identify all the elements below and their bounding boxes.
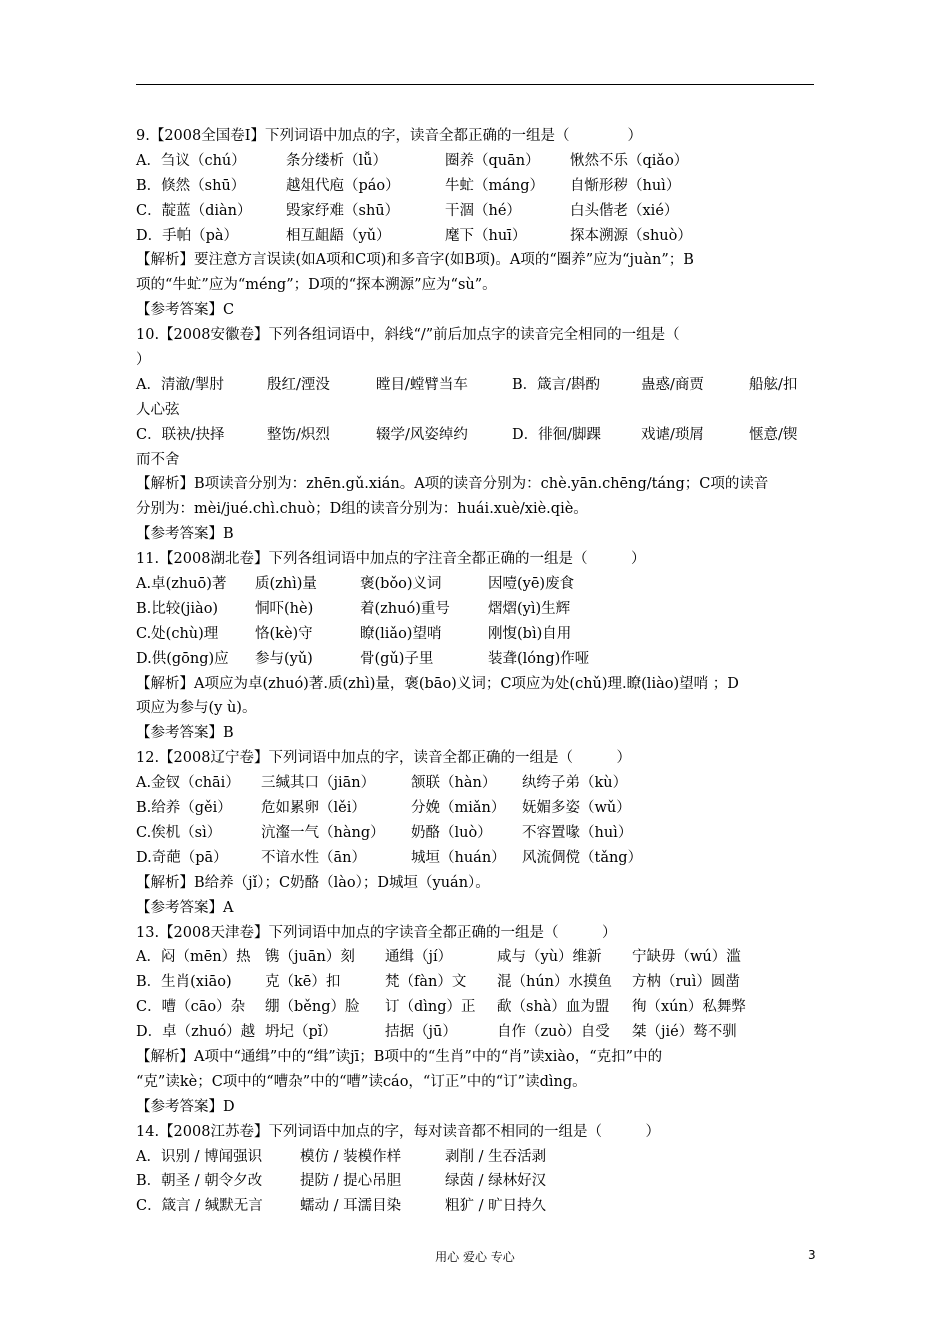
text-segment: 蛊惑/商贾 bbox=[641, 376, 704, 393]
text-line bbox=[136, 746, 816, 771]
text-segment: A．清澈/掣肘 bbox=[136, 376, 224, 393]
text-segment: 城垣（huán） bbox=[411, 849, 506, 866]
text-segment: 坍圮（pǐ） bbox=[265, 1024, 337, 1041]
text-segment: 提防 / 提心吊胆 bbox=[300, 1173, 402, 1190]
text-segment: A．闷（mēn）热 bbox=[136, 949, 251, 966]
text-segment: 质(zhì)量 bbox=[255, 576, 317, 593]
text-segment: 桀（jié）骜不驯 bbox=[632, 1024, 737, 1041]
text-segment: 恪(kè)守 bbox=[255, 625, 313, 642]
text-segment: B．朝圣 / 朝令夕改 bbox=[136, 1173, 263, 1190]
text-segment: 越俎代庖（páo） bbox=[286, 177, 400, 194]
text-segment: 毁家纾难（shū） bbox=[286, 202, 400, 219]
text-line bbox=[136, 124, 816, 149]
text-line bbox=[136, 472, 816, 497]
text-segment: 混（hún）水摸鱼 bbox=[497, 974, 613, 991]
text-line bbox=[136, 846, 816, 871]
text-line bbox=[136, 1070, 816, 1095]
text-segment: 相互龃龉（yǔ） bbox=[286, 227, 391, 244]
text-segment: B.比较(jiào) bbox=[136, 600, 219, 617]
text-line bbox=[136, 622, 816, 647]
text-segment: ） bbox=[136, 352, 151, 369]
text-segment: 麾下（huī） bbox=[445, 227, 527, 244]
text-segment: 9.【2008全国卷Ⅰ】下列词语中加点的字，读音全都正确的一组是（ ） bbox=[136, 128, 642, 144]
text-segment: 分娩（miǎn） bbox=[411, 800, 506, 817]
text-segment: 蠕动 / 耳濡目染 bbox=[300, 1198, 402, 1215]
text-segment: 歃（shà）血为盟 bbox=[497, 999, 610, 1016]
text-line bbox=[136, 771, 816, 796]
text-segment: 殷红/湮没 bbox=[267, 376, 330, 393]
text-segment: D.奇葩（pā） bbox=[136, 849, 228, 866]
page-footer: 用心 爱心 专心 bbox=[435, 1250, 515, 1264]
text-line bbox=[136, 1020, 816, 1045]
text-segment: 11.【2008湖北卷】下列各组词语中加点的字注音全都正确的一组是（ ） bbox=[136, 551, 646, 568]
text-segment: 绷（běng）脸 bbox=[265, 999, 360, 1016]
text-segment: 船舷/扣 bbox=[749, 376, 798, 393]
text-segment: 骨(gǔ)子里 bbox=[360, 650, 434, 667]
page-number: 3 bbox=[808, 1248, 816, 1262]
text-segment: 装聋(lóng)作哑 bbox=[488, 650, 590, 667]
text-line bbox=[136, 398, 816, 423]
text-segment: 条分缕析（lǚ） bbox=[286, 152, 387, 169]
text-segment: 奶酪（luò） bbox=[411, 824, 492, 841]
text-segment: 【解析】A项应为卓(zhuó)著.质(zhì)量，褒(bāo)义词；C项应为处(chǔ)理.瞭(liào)望哨 ；D bbox=[136, 675, 739, 692]
text-line bbox=[136, 970, 816, 995]
text-segment: 12.【2008辽宁卷】下列词语中加点的字，读音全都正确的一组是（ ） bbox=[136, 750, 631, 767]
text-line bbox=[136, 273, 816, 298]
text-segment: 克（kē）扣 bbox=[265, 974, 341, 991]
text-segment: C．嘈（cāo）杂 bbox=[136, 999, 246, 1016]
text-segment: B．箴言/斟酌 bbox=[512, 376, 601, 393]
text-segment: 通缉（jí） bbox=[385, 949, 453, 966]
text-line bbox=[136, 871, 816, 896]
text-segment: 妩媚多姿（wǔ） bbox=[522, 800, 631, 817]
text-segment: 惬意/锲 bbox=[749, 426, 798, 443]
text-segment: A．识别 / 博闻强识 bbox=[136, 1148, 263, 1165]
text-segment: 沆瀣一气（hàng） bbox=[261, 824, 385, 841]
text-line bbox=[136, 647, 816, 672]
text-segment: 参与(yǔ) bbox=[255, 650, 313, 667]
text-line bbox=[136, 1045, 816, 1070]
header-rule bbox=[136, 84, 814, 85]
text-line bbox=[136, 945, 816, 970]
text-segment: D．手帕（pà） bbox=[136, 227, 239, 244]
text-line bbox=[136, 597, 816, 622]
text-line bbox=[136, 224, 816, 249]
text-line bbox=[136, 448, 816, 473]
text-line bbox=[136, 995, 816, 1020]
text-segment: 自惭形秽（huì） bbox=[570, 177, 681, 194]
text-line bbox=[136, 423, 816, 448]
text-segment: D．徘徊/脚踝 bbox=[512, 426, 602, 443]
text-segment: B.给养（gěi） bbox=[136, 800, 232, 817]
text-line bbox=[136, 547, 816, 572]
text-line bbox=[136, 323, 816, 348]
text-segment: 宁缺毋（wú）滥 bbox=[632, 949, 741, 966]
text-segment: B．倏然（shū） bbox=[136, 177, 246, 194]
text-line bbox=[136, 1095, 816, 1120]
text-segment: 分别为：mèi/jué.chì.chuò；D组的读音分别为：huái.xuè/xiè.qiè。 bbox=[136, 501, 588, 518]
text-segment: 干涸（hé） bbox=[445, 202, 521, 219]
text-segment: 纨绔子弟（kù） bbox=[522, 775, 628, 792]
text-segment: 【解析】B项读音分别为：zhēn.gǔ.xián。A项的读音分别为：chè.yān.chēng/táng；C项的读音 bbox=[136, 476, 769, 493]
text-line bbox=[136, 1120, 816, 1145]
text-segment: B．生肖(xiāo) bbox=[136, 974, 232, 991]
text-segment: 人心弦 bbox=[136, 401, 180, 418]
text-segment: 【参考答案】A bbox=[136, 899, 234, 916]
text-segment: A．刍议（chú） bbox=[136, 152, 246, 169]
text-segment: 【解析】A项中“通缉”中的“缉”读jī；B项中的“生肖”中的“肖”读xiào，“克扣”中的 bbox=[136, 1048, 663, 1065]
text-segment: 整饬/炽烈 bbox=[267, 426, 330, 443]
text-segment: 粗犷 / 旷日持久 bbox=[445, 1198, 547, 1215]
text-line bbox=[136, 149, 816, 174]
document-body bbox=[136, 124, 816, 1219]
text-line bbox=[136, 696, 816, 721]
text-segment: 不谙水性（ān） bbox=[261, 849, 366, 866]
text-segment: 而不舍 bbox=[136, 451, 180, 468]
text-segment: 14.【2008江苏卷】下列词语中加点的字，每对读音都不相同的一组是（ ） bbox=[136, 1123, 660, 1140]
text-segment: C.俟机（sì） bbox=[136, 824, 222, 841]
text-line bbox=[136, 572, 816, 597]
text-segment: 【参考答案】D bbox=[136, 1098, 235, 1115]
text-line bbox=[136, 348, 816, 373]
text-line bbox=[136, 896, 816, 921]
text-segment: 剥削 / 生吞活剥 bbox=[445, 1148, 547, 1165]
text-segment: D．卓（zhuó）越 bbox=[136, 1024, 256, 1041]
text-segment: 10.【2008安徽卷】下列各组词语中，斜线“/”前后加点字的读音完全相同的一组是（ bbox=[136, 327, 680, 344]
text-segment: 项的“牛虻”应为“méng”；D项的“探本溯源”应为“sù”。 bbox=[136, 277, 497, 294]
text-segment: 徇（xún）私舞弊 bbox=[632, 999, 746, 1016]
text-segment: 拮据（jū） bbox=[385, 1024, 457, 1041]
text-line bbox=[136, 921, 816, 946]
text-segment: A.金钗（chāi） bbox=[136, 775, 240, 792]
text-segment: 咸与（yù）维新 bbox=[497, 949, 602, 966]
text-line bbox=[136, 248, 816, 273]
text-segment: 【解析】要注意方言误读(如A项和C项)和多音字(如B项)。A项的“圈养”应为“juàn”；B bbox=[136, 252, 694, 269]
text-segment: 颔联（hàn） bbox=[411, 775, 497, 792]
text-line bbox=[136, 1145, 816, 1170]
text-segment: 【参考答案】C bbox=[136, 302, 235, 319]
text-segment: 探本溯源（shuò） bbox=[570, 227, 692, 244]
text-segment: 白头偕老（xié） bbox=[570, 202, 679, 219]
text-segment: 订（dìng）正 bbox=[385, 999, 476, 1016]
text-segment: 牛虻（máng） bbox=[445, 177, 545, 194]
text-segment: C．联袂/抉择 bbox=[136, 426, 225, 443]
text-segment: 熠熠(yì)生辉 bbox=[488, 600, 571, 617]
text-segment: C．靛蓝（diàn） bbox=[136, 202, 252, 219]
text-line bbox=[136, 373, 816, 398]
text-segment: 绿茵 / 绿林好汉 bbox=[445, 1173, 547, 1190]
text-segment: 危如累卵（lěi） bbox=[261, 800, 366, 817]
text-segment: 13.【2008天津卷】下列词语中加点的字读音全都正确的一组是（ ） bbox=[136, 924, 617, 941]
text-line bbox=[136, 672, 816, 697]
text-segment: 模仿 / 装模作样 bbox=[300, 1148, 402, 1165]
text-line bbox=[136, 199, 816, 224]
text-segment: 愀然不乐（qiǎo） bbox=[570, 152, 689, 169]
text-line bbox=[136, 1194, 816, 1219]
text-segment: 因噎(yē)废食 bbox=[488, 576, 575, 593]
text-line bbox=[136, 298, 816, 323]
text-segment: D.供(gōng)应 bbox=[136, 650, 229, 667]
text-segment: 项应为参与(y ù)。 bbox=[136, 700, 257, 717]
text-segment: “克”读kè；C项中的“嘈杂”中的“嘈”读cáo，“订正”中的“订”读dìng。 bbox=[136, 1073, 587, 1090]
text-segment: 着(zhuó)重号 bbox=[360, 600, 450, 617]
text-segment: 【解析】B给养（jǐ）；C奶酪（lào）；D城垣（yuán）。 bbox=[136, 874, 490, 891]
text-segment: 戏谑/琐屑 bbox=[641, 426, 704, 443]
text-line bbox=[136, 821, 816, 846]
text-line bbox=[136, 796, 816, 821]
text-segment: C．箴言 / 缄默无言 bbox=[136, 1198, 263, 1215]
text-segment: 【参考答案】B bbox=[136, 725, 234, 742]
text-segment: 自作（zuò）自受 bbox=[497, 1024, 610, 1041]
text-segment: 三缄其口（jiān） bbox=[261, 775, 376, 792]
text-segment: A.卓(zhuō)著 bbox=[136, 576, 227, 593]
text-line bbox=[136, 721, 816, 746]
text-line bbox=[136, 522, 816, 547]
text-segment: 不容置喙（huì） bbox=[522, 824, 633, 841]
text-line bbox=[136, 1169, 816, 1194]
text-segment: 方枘（ruì）圆凿 bbox=[632, 974, 740, 991]
text-segment: 恫吓(hè) bbox=[255, 600, 314, 617]
text-segment: 【参考答案】B bbox=[136, 526, 234, 543]
text-line bbox=[136, 497, 816, 522]
text-segment: C.处(chù)理 bbox=[136, 625, 219, 642]
text-line bbox=[136, 174, 816, 199]
text-segment: 梵（fàn）文 bbox=[385, 974, 467, 991]
text-segment: 圈养（quān） bbox=[445, 152, 540, 169]
text-segment: 镌（juān）刻 bbox=[265, 949, 355, 966]
text-segment: 辍学/风姿绰约 bbox=[376, 426, 468, 443]
text-segment: 风流倜傥（tǎng） bbox=[522, 849, 643, 866]
text-segment: 瞠目/螳臂当车 bbox=[376, 376, 468, 393]
text-segment: 瞭(liǎo)望哨 bbox=[360, 625, 442, 642]
text-segment: 褒(bǒo)义词 bbox=[360, 576, 442, 593]
text-segment: 刚愎(bì)自用 bbox=[488, 625, 572, 642]
